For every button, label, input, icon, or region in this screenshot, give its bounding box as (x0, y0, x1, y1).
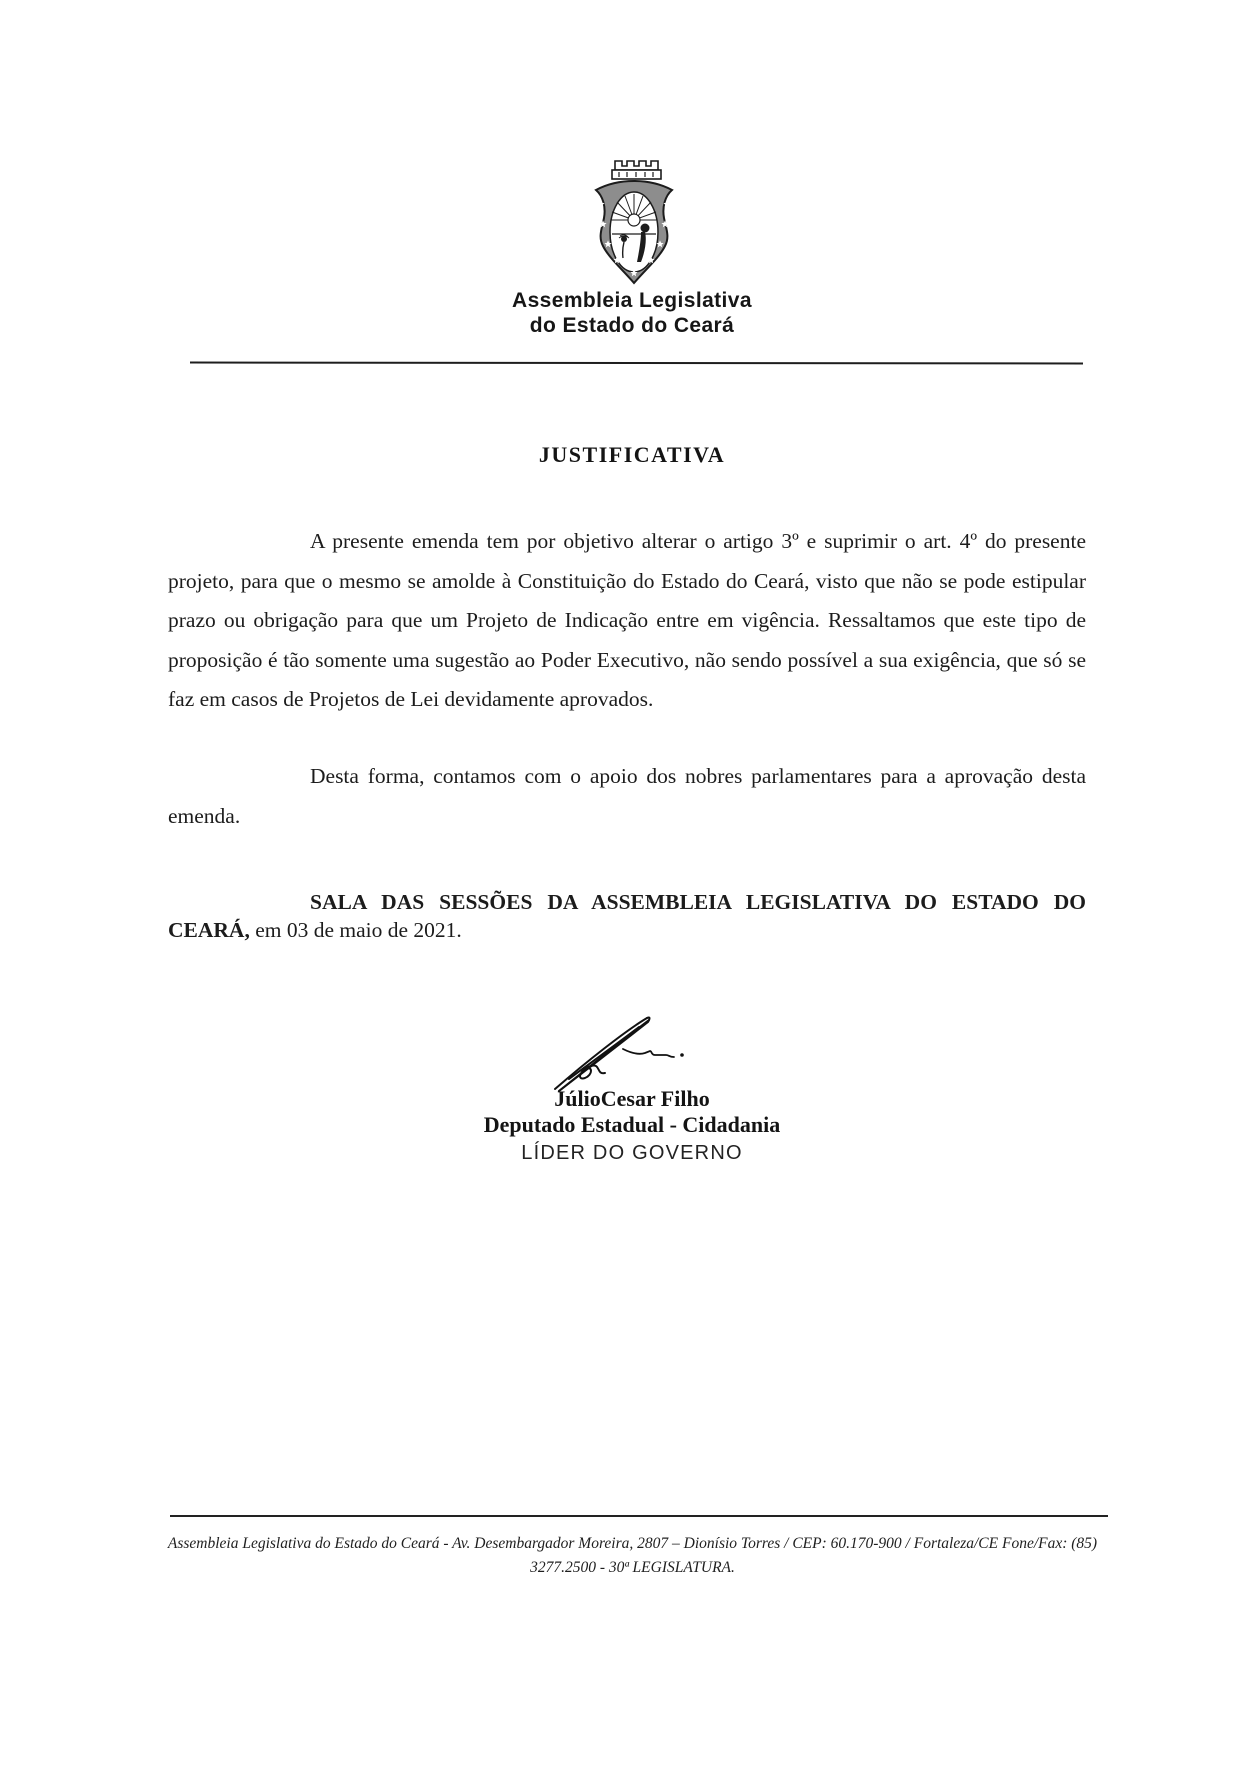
sala-date-text: em 03 de maio de 2021. (249, 918, 462, 942)
body-paragraph-2: Desta forma, contamos com o apoio dos nobres parlamentares para a aprovação desta emenda. (168, 764, 1086, 828)
org-name-line2: do Estado do Ceará (529, 314, 735, 337)
footer-line1: Assembleia Legislativa do Estado do Ceará - Av. Desembargador Moreira, 2807 – Dionísio Torres / CEP: 60.170-900 / Fortaleza/CE Fone/Fax: (85) (167, 1535, 1098, 1552)
footer-divider (170, 1515, 1108, 1517)
signatory-name: JúlioCesar Filho (554, 1086, 710, 1111)
signatory-role: Deputado Estadual - Cidadania (483, 1112, 781, 1137)
ceara-coat-of-arms-icon (589, 160, 679, 285)
org-name (168, 288, 1096, 338)
org-name-line1: Assembleia Legislativa (512, 289, 752, 312)
handwritten-signature-icon (545, 1005, 695, 1095)
body-paragraph-1: A presente emenda tem por objetivo alterar o artigo 3º e suprimir o art. 4º do presente projeto, para que o mesmo se amolde à Constituição do Estado do Ceará, visto que não se pode estipular prazo ou obrigação para que um Projeto de Indicação entre em vigência. Ressaltamos que este tipo de proposição é tão somente uma sugestão ao Poder Executivo, não sendo possível a sua exigência, que só se faz em casos de Projetos de Lei devidamente aprovados. (168, 529, 1086, 711)
header-divider (190, 362, 1083, 365)
signatory-block (168, 1086, 1096, 1166)
sala-bold-text: SALA DAS SESSÕES DA ASSEMBLEIA LEGISLATIVA DO ESTADO DO CEARÁ, (168, 890, 1086, 942)
footer-line2: 3277.2500 - 30ª LEGISLATURA. (530, 1559, 735, 1576)
signatory-title: LÍDER DO GOVERNO (521, 1142, 743, 1164)
footer-address (140, 1532, 1125, 1580)
sala-das-sessoes-line (168, 888, 1086, 944)
document-title: JUSTIFICATIVA (538, 442, 726, 467)
